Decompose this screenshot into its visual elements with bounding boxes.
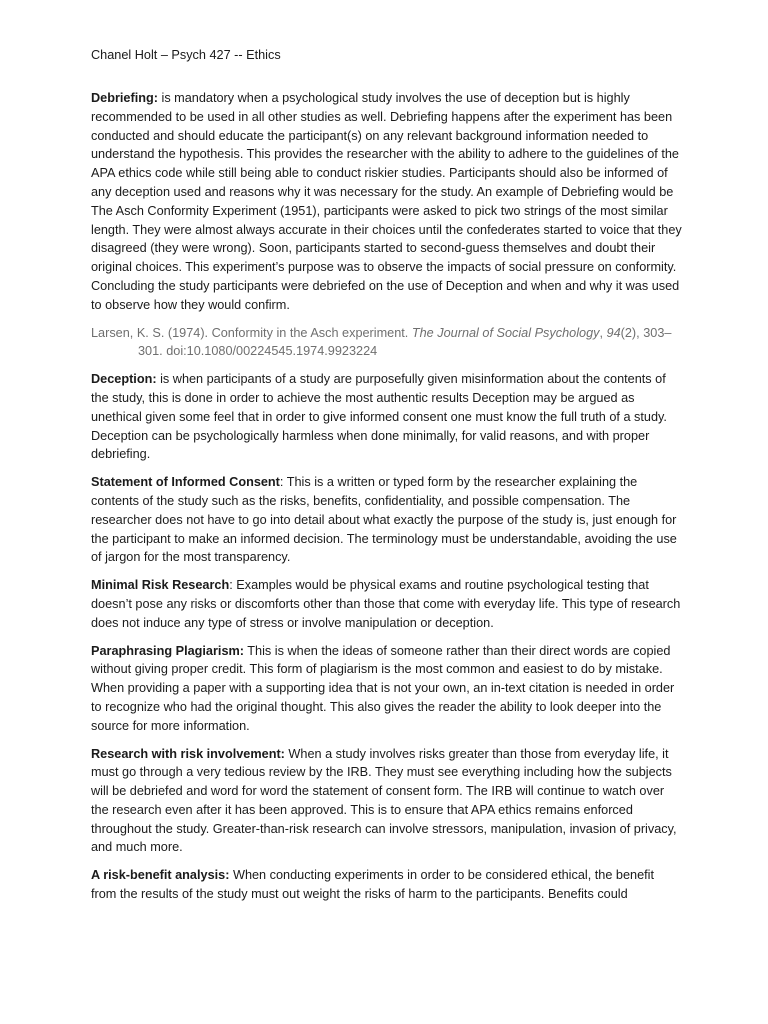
citation-volume: 94 bbox=[606, 325, 621, 340]
paragraph-debriefing bbox=[91, 89, 682, 315]
citation-separator: , bbox=[599, 325, 607, 340]
definition-risk-benefit: When conducting experiments in order to be considered ethical, the benefit from the results of the study must out weight the risks of harm to the participants. Benefits could bbox=[91, 868, 655, 902]
term-risk-benefit: A risk-benefit analysis: bbox=[91, 868, 230, 883]
definition-minimal-risk: : Examples would be physical exams and routine psychological testing that doesn’t pose any risks or discomforts other than those that come with everyday life. This type of research does not induce any type of stress or involve manipulation or deception. bbox=[91, 578, 681, 630]
term-paraphrasing-plagiarism: Paraphrasing Plagiarism: bbox=[91, 643, 245, 658]
document-header: Chanel Holt – Psych 427 -- Ethics bbox=[91, 48, 281, 62]
term-risk-involvement: Research with risk involvement: bbox=[91, 746, 285, 761]
term-informed-consent: Statement of Informed Consent bbox=[91, 475, 280, 490]
term-debriefing: Debriefing: bbox=[91, 91, 158, 105]
paragraph-deception bbox=[91, 370, 682, 464]
citation-pages-doi: (2), 303–301. doi:10.1080/00224545.1974.9923224 bbox=[138, 325, 672, 359]
citation-journal: The Journal of Social Psychology bbox=[411, 325, 600, 340]
definition-paraphrasing-plagiarism: This is when the ideas of someone rather than their direct words are copied without giving proper credit. This form of plagiarism is the most common and easiest to do by mistake. When providing a paper with a supporting idea that is not your own, an in-text citation is needed in order to recognize who had the original thought. This also gives the reader the ability to look deeper into the source for more information. bbox=[91, 643, 675, 733]
paragraph-risk-benefit bbox=[91, 866, 682, 904]
paragraph-minimal-risk bbox=[91, 576, 682, 632]
definition-informed-consent: : This is a written or typed form by the researcher explaining the contents of the study such as the risks, benefits, confidentiality, and possible compensation. The researcher does not have to go into detail about what exactly the purpose of the study is, just enough for the participant to make an informed decision. The terminology must be understandable, avoiding the use of jargon for the most transparency. bbox=[91, 475, 677, 565]
definition-debriefing: is mandatory when a psychological study involves the use of deception but is highly recommended to be used in all other studies as well. Debriefing happens after the experiment has been conducted and should educate the participant(s) on any relevant background information needed to understand the hypothesis. This provides the researcher with the ability to adhere to the guidelines of the APA ethics code while still being able to conduct riskier studies. Participants should also be informed of any deception used and reasons why it was necessary for the study. An example of Debriefing would be The Asch Conformity Experiment (1951), participants were asked to pick two strings of the most similar length. They were almost always accurate in their choices until the confederates started to voice that they disagreed (they were wrong). Soon, participants started to second-guess themselves and doubt their original choices. This experiment’s purpose was to observe the impacts of social pressure on conformity. Concluding the study participants were debriefed on the use of Deception and when and why it was used to observe how they would confirm. bbox=[91, 91, 682, 312]
paragraph-paraphrasing-plagiarism bbox=[91, 642, 682, 736]
definition-risk-involvement: When a study involves risks greater than those from everyday life, it must go through a very tedious review by the IRB. They must see everything including how the subjects will be debriefed and word for word the statement of consent form. The IRB will continue to watch over the research even after it has been approved. This is to ensure that APA ethics remains enforced throughout the study. Greater-than-risk research can involve stressors, manipulation, invasion of privacy, and much more. bbox=[91, 746, 677, 855]
paragraph-informed-consent bbox=[91, 473, 682, 567]
paragraph-risk-involvement bbox=[91, 745, 682, 858]
citation-authors: Larsen, K. S. (1974). Conformity in the Asch experiment. bbox=[91, 325, 412, 340]
reference-citation bbox=[91, 324, 682, 362]
term-minimal-risk: Minimal Risk Research bbox=[91, 578, 230, 593]
term-deception: Deception: bbox=[91, 372, 157, 387]
definition-deception: is when participants of a study are purposefully given misinformation about the contents of the study, this is done in order to achieve the most authentic results Deception may be argued as unethical given some feel that in order to give informed consent one must know the full truth of a study. Deception can be psychologically harmless when done minimally, for valid reasons, and with proper debriefing. bbox=[91, 372, 667, 462]
